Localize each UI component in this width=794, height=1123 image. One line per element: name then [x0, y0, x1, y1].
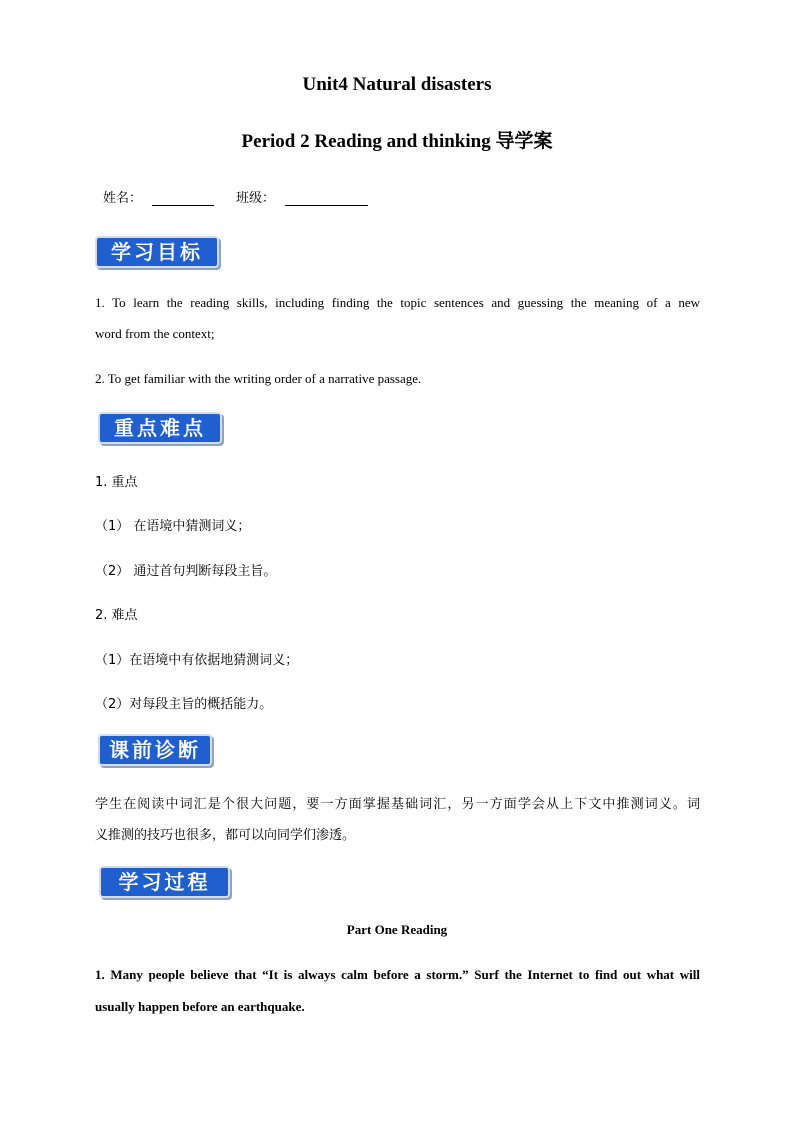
- question-1-line-2: usually happen before an earthquake.: [95, 999, 305, 1014]
- document-title: Unit4 Natural disasters: [302, 74, 492, 95]
- diagnosis-badge: 课前诊断: [98, 734, 212, 766]
- difficult-item-1: （1）在语境中有依据地猜测词义；: [95, 653, 299, 668]
- class-label: 班级：: [236, 191, 276, 206]
- difficult-heading: 2. 难点: [95, 608, 138, 623]
- document-subtitle: Period 2 Reading and thinking 导学案: [241, 131, 553, 152]
- objective-2: 2. To get familiar with the writing order of a narrative passage.: [95, 371, 422, 386]
- difficult-item-2: （2）对每段主旨的概括能力。: [95, 697, 273, 712]
- process-badge: 学习过程: [99, 866, 230, 898]
- important-item-2: （2） 通过首句判断每段主旨。: [95, 564, 277, 579]
- name-label: 姓名：: [103, 191, 143, 206]
- class-blank[interactable]: [285, 191, 368, 206]
- question-1-line-1: 1. Many people believe that “It is always calm before a storm.” Surf the Internet to find out what will: [95, 967, 700, 982]
- student-info: [103, 187, 368, 206]
- important-heading: 1. 重点: [95, 475, 138, 490]
- diagnosis-line-2: 义推测的技巧也很多，都可以向同学们渗透。: [95, 828, 356, 843]
- diagnosis-line-1: 学生在阅读中词汇是个很大问题，要一方面掌握基础词汇，另一方面学会从上下文中推测词义。词: [95, 797, 700, 812]
- objective-1-line-2: word from the context;: [95, 326, 215, 341]
- important-item-1: （1） 在语境中猜测词义；: [95, 519, 251, 534]
- objectives-badge: 学习目标: [95, 236, 219, 268]
- part-one-heading: Part One Reading: [346, 922, 448, 937]
- key-points-badge: 重点难点: [98, 412, 222, 444]
- objective-1-line-1: 1. To learn the reading skills, including finding the topic sentences and guessing the meaning of a new: [95, 295, 700, 310]
- name-blank[interactable]: [152, 191, 214, 206]
